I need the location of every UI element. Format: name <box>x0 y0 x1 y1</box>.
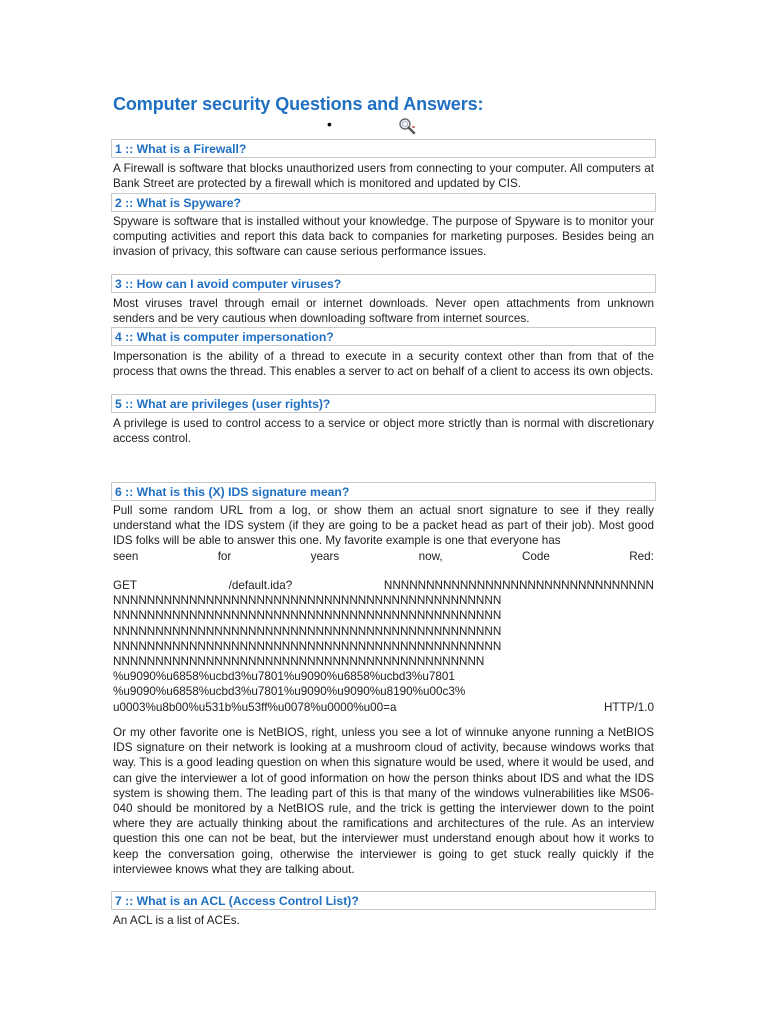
code-last-line: u0003%u8b00%u531b%u53ff%u0078%u0000%u00=a HTTP/1.0 <box>113 700 654 714</box>
code-red-signature <box>113 578 654 715</box>
code-line: NNNNNNNNNNNNNNNNNNNNNNNNNNNNNNNNNNNNNNNNNNNNNN <box>113 609 502 623</box>
answer-6-continued: Or my other favorite one is NetBIOS, right, unless you see a lot of winnuke anyone running a NetBIOS IDS signature on their network is looking at a mushroom cloud of activity, because windows works that way. This is a good leading question on when this signature would be used, where it would be used, and can give the interviewer a lot of good information on how the person thinks about IDS and what the IDS system is showing them. The leading part of this is that many of the windows vulnerabilities like MS06-040 should be monitored by a NetBIOS rule, and the trick is getting the interviewer down to the point where they are actually thinking about the ramifications and architectures of the rule. As an interview question this one can not be beat, but the interviewer must understand enough about how it works to keep the conversation going, otherwise the interviewer is going to get stuck really quickly if the interviewee knows what they are talking about. <box>113 726 654 876</box>
code-line: NNNNNNNNNNNNNNNNNNNNNNNNNNNNNNNNNNNNNNNNNNNN <box>113 655 485 669</box>
question-5: 5 :: What are privileges (user rights)? <box>111 394 656 413</box>
question-3: 3 :: How can I avoid computer viruses? <box>111 274 656 293</box>
toolbar-row <box>0 114 768 136</box>
code-line: %u9090%u6858%ucbd3%u7801%u9090%u9090%u8190%u00c3% <box>113 685 466 699</box>
code-line: NNNNNNNNNNNNNNNNNNNNNNNNNNNNNNNNNNNNNNNNNNNNNN <box>113 624 502 638</box>
code-lines <box>113 593 654 699</box>
answer-4: Impersonation is the ability of a thread to execute in a security context other than from that of the process that owns the thread. This enables a server to act on behalf of a client to access its own objects. <box>113 350 654 379</box>
answer-5: A privilege is used to control access to a service or object more strictly than is normal with discretionary access control. <box>113 417 654 446</box>
page-title: Computer security Questions and Answers: <box>113 94 484 114</box>
answer-6 <box>113 503 654 564</box>
question-6: 6 :: What is this (X) IDS signature mean? <box>111 482 656 501</box>
question-4: 4 :: What is computer impersonation? <box>111 327 656 346</box>
answer-7: An ACL is a list of ACEs. <box>113 914 240 927</box>
zoom-icon[interactable] <box>398 117 416 135</box>
answer-6-intro: Pull some random URL from a log, or show them an actual snort signature to see if they really understand what the IDS system (if they are going to be a packet head as part of their job). Most good IDS folks will be able to answer this one. My favorite example is one that everyone has <box>113 504 654 548</box>
code-first-line: GET /default.ida? NNNNNNNNNNNNNNNNNNNNNNNNNNNNNNNN <box>113 579 654 592</box>
question-2: 2 :: What is Spyware? <box>111 193 656 212</box>
bullet-marker: • <box>327 116 332 132</box>
code-line: %u9090%u6858%ucbd3%u7801%u9090%u6858%ucbd3%u7801 <box>113 670 455 684</box>
answer-1: A Firewall is software that blocks unauthorized users from connecting to your computer. All computers at Bank Street are protected by a firewall which is monitored and updated by CIS. <box>113 162 654 191</box>
question-7: 7 :: What is an ACL (Access Control List)? <box>111 891 656 910</box>
code-line: NNNNNNNNNNNNNNNNNNNNNNNNNNNNNNNNNNNNNNNNNNNNNN <box>113 594 502 608</box>
code-line: NNNNNNNNNNNNNNNNNNNNNNNNNNNNNNNNNNNNNNNNNNNNNN <box>113 639 502 653</box>
answer-6-intro-last-line: seen for years now, Code Red: <box>113 549 654 563</box>
question-1: 1 :: What is a Firewall? <box>111 139 656 158</box>
answer-3: Most viruses travel through email or internet downloads. Never open attachments from unknown senders and be very cautious when downloading software from internet sources. <box>113 297 654 326</box>
answer-2: Spyware is software that is installed without your knowledge. The purpose of Spyware is to monitor your computing activities and report this data back to companies for marketing purposes. Besides being an invasion of privacy, this software can cause serious performance issues. <box>113 215 654 259</box>
